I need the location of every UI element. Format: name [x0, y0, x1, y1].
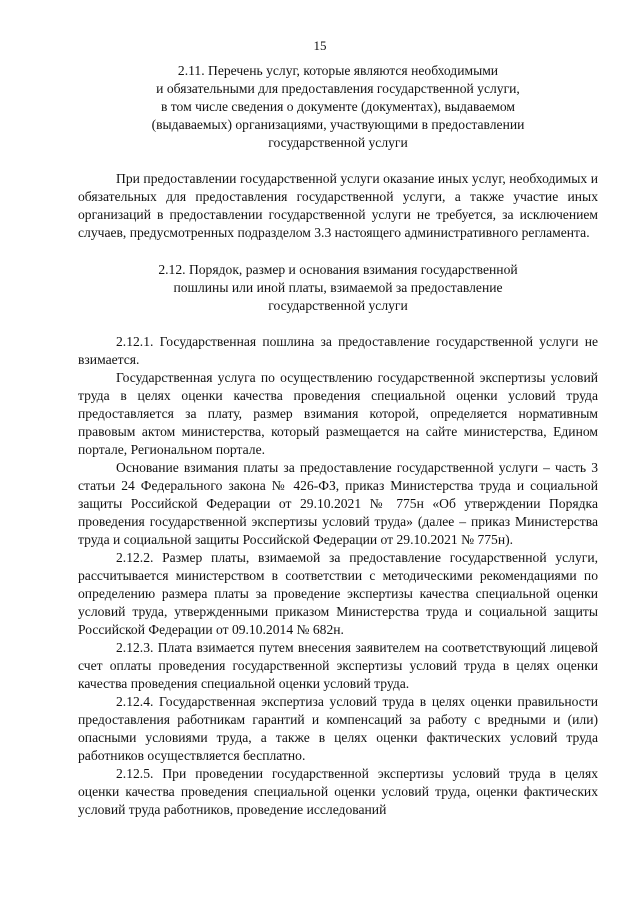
- heading-line: 2.12. Порядок, размер и основания взимания государственной: [158, 262, 518, 277]
- heading-line: (выдаваемых) организациями, участвующими в предоставлении: [151, 117, 525, 132]
- section-2-11-heading: [78, 62, 598, 152]
- heading-line: государственной услуги: [268, 298, 408, 313]
- document-body: [78, 62, 598, 819]
- heading-line: государственной услуги: [268, 135, 408, 150]
- heading-line: 2.11. Перечень услуг, которые являются необходимыми: [177, 63, 499, 78]
- paragraph-2-12-2: 2.12.2. Размер платы, взимаемой за предоставление государственной услуги, рассчитывается министерством в соответствии с методическими рекомендациями по определению размера платы за проведение экспертизы качества специальной оценки условий труда, утвержденными приказом Министерства труда и социальной защиты Российской Федерации от 09.10.2014 № 682н.: [78, 550, 598, 637]
- paragraph-2-12-4: 2.12.4. Государственная экспертиза условий труда в целях оценки правильности предоставления работникам гарантий и компенсаций за работу с вредными и (или) опасными условиями труда, а также в целях оценки фактических условий труда работников осуществляется бесплатно.: [78, 694, 598, 763]
- paragraph-2-12-3: 2.12.3. Плата взимается путем внесения заявителем на соответствующий лицевой счет оплаты проведения государственной экспертизы условий труда в целях оценки качества проведения специальной оценки условий труда.: [78, 640, 598, 691]
- heading-line: пошлины или иной платы, взимаемой за предоставление: [173, 280, 503, 295]
- heading-line: и обязательными для предоставления государственной услуги,: [156, 81, 520, 96]
- section-2-12-heading: [78, 261, 598, 315]
- heading-line: в том числе сведения о документе (документах), выдаваемом: [160, 99, 516, 114]
- page-number: 15: [313, 38, 327, 53]
- paragraph-fee-grounds: Основание взимания платы за предоставление государственной услуги – часть 3 статьи 24 Федерального закона № 426-ФЗ, приказ Министерства труда и социальной защиты Российской Федерации от 29.10.2021 № 775н «Об утверждении Порядка проведения государственной экспертизы условий труда» (далее – приказ Министерства труда и социальной защиты Российской Федерации от 29.10.2021 № 775н).: [78, 460, 598, 547]
- paragraph-2-12-5: 2.12.5. При проведении государственной экспертизы условий труда в целях оценки качества проведения специальной оценки условий труда, оценки фактических условий труда работников, проведение исследований: [78, 766, 598, 817]
- paragraph-2-11: При предоставлении государственной услуги оказание иных услуг, необходимых и обязательных для предоставления государственной услуги, а также участие иных организаций в предоставлении государственной услуги не требуется, за исключением случаев, предусмотренных подразделом 3.3 настоящего административного регламента.: [78, 171, 598, 240]
- paragraph-2-12-1: 2.12.1. Государственная пошлина за предоставление государственной услуги не взимается.: [78, 334, 598, 367]
- paragraph-fee-basis: Государственная услуга по осуществлению государственной экспертизы условий труда в целях оценки качества проведения специальной оценки условий труда предоставляется за плату, размер взимания которой, определяется нормативным правовым актом министерства, который размещается на сайте министерства, Едином портале, Региональном портале.: [78, 370, 598, 457]
